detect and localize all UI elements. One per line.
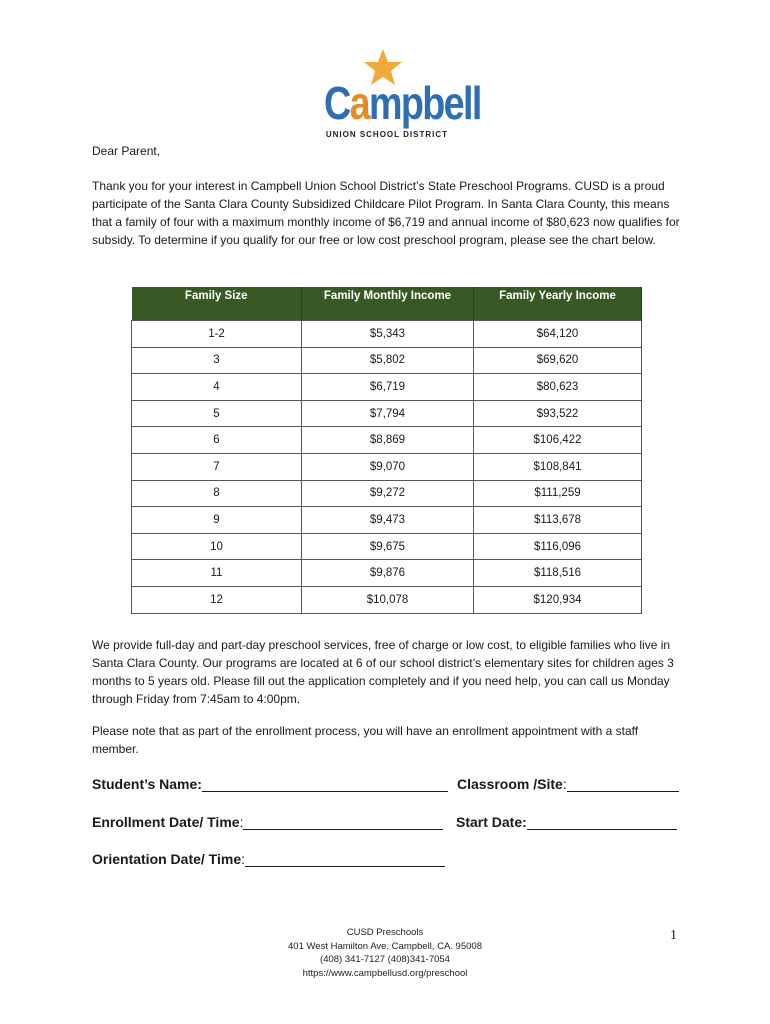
cell-yearly: $93,522 <box>474 400 642 427</box>
cell-monthly: $10,078 <box>302 586 474 613</box>
cell-yearly: $106,422 <box>474 427 642 454</box>
cell-family-size: 3 <box>132 347 302 374</box>
table-row <box>132 374 642 401</box>
table-row <box>132 453 642 480</box>
classroom-site-line[interactable] <box>567 777 679 792</box>
table-row <box>132 400 642 427</box>
services-paragraph: We provide full-day and part-day preschool services, free of charge or low cost, to eligible families who live in Santa Clara County. Our programs are located at 6 of our school district’s elementary sites for children ages 3 months to 5 years old. Please fill out the application completely and if you need help, you can call us Monday through Friday from 7:45am to 4:00pm. <box>92 638 674 706</box>
cell-yearly: $111,259 <box>474 480 642 507</box>
intro-paragraph: Thank you for your interest in Campbell Union School District’s State Preschool Programs. CUSD is a proud participate of the Santa Clara County Subsidized Childcare Pilot Program. In Santa Clara County, this means that a family of four with a maximum monthly income of $6,719 and annual income of $80,623 now qualifies for subsidy. To determine if you qualify for our free or low cost preschool program, please see the chart below. <box>92 179 680 247</box>
cell-family-size: 7 <box>132 453 302 480</box>
cell-monthly: $8,869 <box>302 427 474 454</box>
orientation-date-label: Orientation Date/ Time <box>92 851 242 867</box>
cell-family-size: 9 <box>132 507 302 534</box>
table-row <box>132 507 642 534</box>
footer-org: CUSD Preschools <box>346 927 424 938</box>
student-name-field[interactable] <box>92 776 448 792</box>
table-row <box>132 480 642 507</box>
cell-family-size: 10 <box>132 533 302 560</box>
start-date-line[interactable] <box>527 815 677 830</box>
start-date-label: Start Date: <box>456 814 527 830</box>
table-row <box>132 560 642 587</box>
cell-family-size: 8 <box>132 480 302 507</box>
classroom-site-field[interactable]: Classroom /Site: <box>457 776 679 792</box>
cell-monthly: $5,802 <box>302 347 474 374</box>
enrollment-note-paragraph: Please note that as part of the enrollment process, you will have an enrollment appointment with a staff member. <box>92 724 639 756</box>
cell-yearly: $108,841 <box>474 453 642 480</box>
table-row <box>132 347 642 374</box>
footer-phone: (408) 341-7127 (408)341-7054 <box>320 954 450 965</box>
student-name-label: Student’s Name: <box>92 776 202 792</box>
cell-family-size: 5 <box>132 400 302 427</box>
footer-address: 401 West Hamilton Ave. Campbell, CA. 95008 <box>288 940 482 952</box>
cell-family-size: 11 <box>132 560 302 587</box>
enrollment-date-field[interactable]: Enrollment Date/ Time: <box>92 814 443 830</box>
table-row <box>132 321 642 348</box>
cell-yearly: $69,620 <box>474 347 642 374</box>
table-row <box>132 427 642 454</box>
header-yearly-income: Family Yearly Income <box>474 287 642 321</box>
cell-family-size: 1-2 <box>132 321 302 348</box>
page-number: 1 <box>670 928 677 943</box>
cell-monthly: $9,675 <box>302 533 474 560</box>
student-name-line[interactable] <box>202 777 448 792</box>
income-table <box>131 287 641 614</box>
logo-wordmark-text: Campbell <box>324 77 481 129</box>
cell-family-size: 4 <box>132 374 302 401</box>
table-header-row <box>132 287 642 321</box>
enrollment-date-label: Enrollment Date/ Time <box>92 814 240 830</box>
cell-family-size: 12 <box>132 586 302 613</box>
start-date-field[interactable] <box>456 814 677 830</box>
header-family-size: Family Size <box>132 287 302 321</box>
salutation: Dear Parent, <box>92 144 161 158</box>
cell-monthly: $9,876 <box>302 560 474 587</box>
cell-yearly: $80,623 <box>474 374 642 401</box>
cell-family-size: 6 <box>132 427 302 454</box>
cell-monthly: $9,473 <box>302 507 474 534</box>
cell-monthly: $7,794 <box>302 400 474 427</box>
footer-url[interactable]: https://www.campbellusd.org/preschool <box>302 967 468 979</box>
table-row <box>132 586 642 613</box>
cell-yearly: $113,678 <box>474 507 642 534</box>
orientation-date-line[interactable] <box>245 852 445 867</box>
enrollment-date-line[interactable] <box>243 815 443 830</box>
cell-monthly: $9,272 <box>302 480 474 507</box>
table-row <box>132 533 642 560</box>
cell-monthly: $6,719 <box>302 374 474 401</box>
cell-yearly: $118,516 <box>474 560 642 587</box>
cell-monthly: $5,343 <box>302 321 474 348</box>
district-logo <box>318 44 481 144</box>
logo-subtitle: UNION SCHOOL DISTRICT <box>325 130 448 139</box>
cell-yearly: $116,096 <box>474 533 642 560</box>
header-monthly-income: Family Monthly Income <box>302 287 474 321</box>
classroom-site-label: Classroom /Site <box>457 776 563 792</box>
cell-yearly: $64,120 <box>474 321 642 348</box>
cell-yearly: $120,934 <box>474 586 642 613</box>
orientation-date-field[interactable]: Orientation Date/ Time: <box>92 851 445 867</box>
cell-monthly: $9,070 <box>302 453 474 480</box>
footer <box>240 926 530 980</box>
logo-wordmark <box>324 77 481 129</box>
